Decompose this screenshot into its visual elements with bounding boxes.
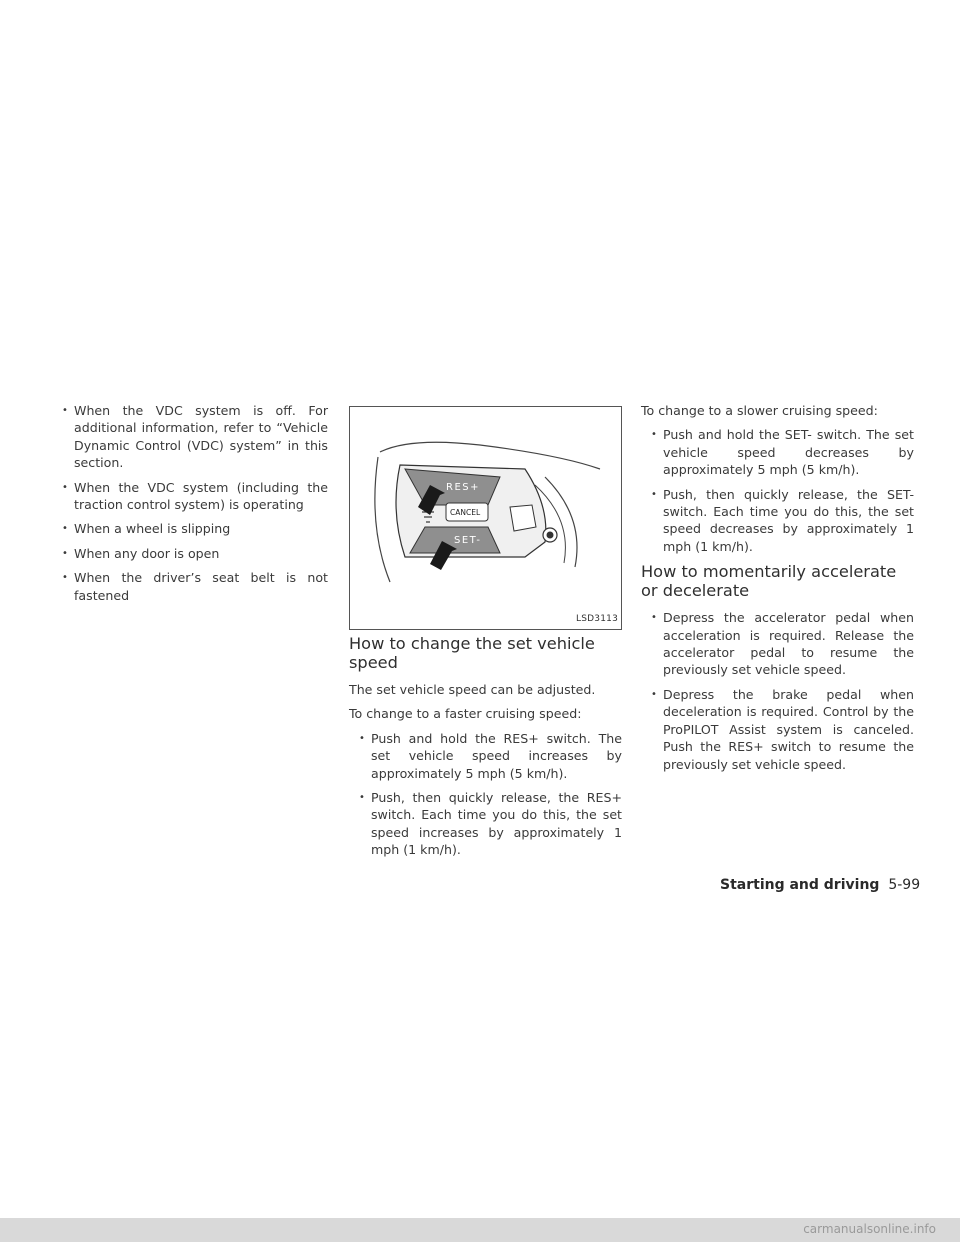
paragraph: The set vehicle speed can be adjusted. <box>349 682 596 697</box>
list-item: • When a wheel is slipping <box>60 520 328 537</box>
accelerate-list <box>641 609 914 773</box>
paragraph: To change to a slower cruising speed: <box>641 403 878 418</box>
res-label: RES+ <box>446 482 480 493</box>
watermark-text: carmanualsonline.info <box>803 1222 936 1236</box>
faster-list <box>349 730 622 859</box>
steering-switch-figure <box>349 406 622 630</box>
section-heading: How to change the set vehicle speed <box>349 634 595 672</box>
column-middle <box>349 406 622 866</box>
condition-list <box>60 402 328 604</box>
section-name: Starting and driving <box>720 877 880 893</box>
page-number: 5-99 <box>888 877 921 893</box>
slower-list <box>641 426 914 555</box>
column-left <box>60 402 328 611</box>
list-item: • Depress the brake pedal when deceleration is required. Control by the ProPILOT Assist system is canceled. Push the RES+ switch to resume the previously set vehicle speed. <box>649 686 914 773</box>
figure-code: LSD3113 <box>576 613 618 624</box>
paragraph: To change to a faster cruising speed: <box>349 706 582 722</box>
set-label: SET- <box>454 535 482 546</box>
list-item: • Push, then quickly release, the RES+ switch. Each time you do this, the set speed increases by approximately 1 mph (1 km/h). <box>357 789 622 859</box>
list-item: • When the VDC system is off. For additional information, refer to “Vehicle Dynamic Control (VDC) system” in this section. <box>60 402 328 472</box>
list-item: • Push and hold the SET- switch. The set vehicle speed decreases by approximately 5 mph (5 km/h). <box>649 426 914 478</box>
steering-switch-illustration <box>350 407 621 629</box>
list-item: • When the VDC system (including the traction control system) is operating <box>60 479 328 514</box>
list-item: • When the driver’s seat belt is not fastened <box>60 569 328 604</box>
list-item: • Push and hold the RES+ switch. The set vehicle speed increases by approximately 5 mph (5 km/h). <box>357 730 622 782</box>
section-heading: How to momentarily accelerate or decelerate <box>641 562 897 601</box>
list-item: • Push, then quickly release, the SET- switch. Each time you do this, the set speed decreases by approximately 1 mph (1 km/h). <box>649 486 914 556</box>
cancel-label: CANCEL <box>450 508 481 517</box>
page-footer <box>720 877 920 893</box>
watermark-bar <box>0 1218 960 1242</box>
list-item: • Depress the accelerator pedal when acceleration is required. Release the accelerator pedal to resume the previously set vehicle speed. <box>649 609 914 679</box>
column-right <box>641 402 914 780</box>
list-item: • When any door is open <box>60 545 328 562</box>
